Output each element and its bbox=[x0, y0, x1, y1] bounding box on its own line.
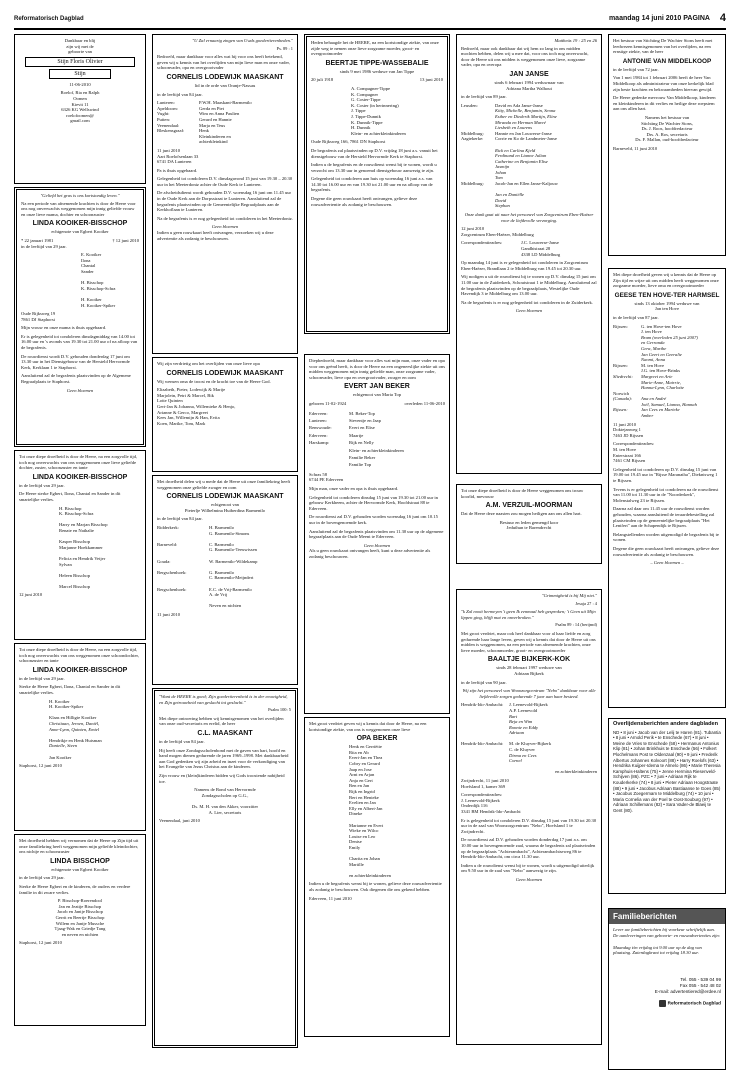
column-4 bbox=[456, 34, 602, 1048]
family-table: Lunteren: P.W.H. Maaskant-Barmentlo Apeldoorn: Gerda en Piet Vught: Wim en Anna Paulien Putten: Gerard en Hannie Veenendaal: Marja en Teus Bleskensgraaf: Henk Kleinkinderen en achterkleinkind bbox=[157, 100, 252, 145]
obituary-cornelis-maaskant-1 bbox=[152, 34, 298, 354]
address: 11 juni 2010 Aart Roelofsenlaan 33 6741 DA Lunteren bbox=[157, 147, 199, 165]
text-p: Sterke de Heere Egbert en de kinderen, de ouders en verdere familie in dit zware verlies. bbox=[19, 883, 131, 895]
signature: Bestuur en leden gemengd koor Jeduthun te Barendrecht bbox=[499, 519, 559, 531]
obituary-am-verzuil bbox=[456, 484, 602, 564]
spouse-line: sinds 6 februari 1994 weduwnaar van bbox=[494, 79, 564, 85]
date-line: Ederveen, 11 juni 2010 bbox=[309, 895, 352, 901]
dates-row: 20 juli 1918 13 juni 2010 bbox=[311, 77, 443, 83]
text-p2: Zijn vrouw en (klein)kinderen bidden wij Gods troostende nabijheid toe. bbox=[159, 772, 285, 784]
text-p1: Gelegenheid tot condoleren op D.V. dinsdag 15 juni van 19.00 tot 19.45 uur in "Rijsse Maranatha", Dieknisweg 1 te Rijssen. bbox=[613, 466, 718, 483]
intro-text: Diepbedroefd, maar dankbaar voor alles wat mijn man, onze vader en opa voor ons geënd heeft, is door de Heere na een ongeneeslijke ziekte uit ons midden weggenomen mijn innig geliefde man, onze zorgzame vader, schoonvader, lieve opa en overgrootvader, zwager en oom bbox=[309, 358, 445, 380]
quote: "U Zal ernaarig zingen van Uwds goedertierenheden." bbox=[192, 38, 293, 43]
quote-ref: Ps. 89 : 1 bbox=[276, 45, 293, 51]
quote-ref: Jesaja 27 : 4 bbox=[575, 600, 597, 606]
age-line: in de leeftijd van 72 jaar. bbox=[613, 66, 659, 72]
family-list: H. Bisschop K. Bisschop-Schra Harry en Marjan Bisschop Renate en Nathalie Kasper Bisschop Marjanne Hoekkammer Felicia en Hendrik Veijer Sylvan Heleen Bisschop Marcel Bisschop bbox=[59, 505, 108, 589]
honor-line: lid in de orde van Oranje-Nassau bbox=[194, 82, 256, 88]
footer-note: – Geen bloemen – bbox=[650, 560, 684, 566]
obituary-linda-kooiker-2 bbox=[14, 450, 146, 640]
family-list: Elizabeth, Pieter, Lodewijk & Marije Marjolein, Petri & Marcel, Bik Lotte Quinten Gert-Jan & Johanna, Willemieke & Henjo, Arianne & Gerco, Margreet Kees Jan, Willemijn & Han, Evita Koen, Marike, Tom, Mark bbox=[157, 387, 236, 426]
logo-icon bbox=[659, 1000, 666, 1007]
intro-text: Tot onze diepe droefheid is door de Heere, na een zorgvolle tijd, toch nog onverwachts van ons weggenomen onze lieve geliefde dochter, zuster, schoonzuster en tante bbox=[19, 454, 138, 471]
text-p: Wij wensen oma de troost en de kracht toe van de Heere God. bbox=[157, 378, 271, 384]
text-p3: Gelegenheid tot condoleren aan huis op woensdag 16 juni a.s. van 14.30 tot 16.00 uur en van 19.30 tot 21.00 uur en na afloop van de begrafenis. bbox=[311, 176, 433, 193]
birth-address: Roelof, Ria en Ralph Oomen Kievit 11 6326 KG Wellswind roelofoomen@ gmail.com bbox=[60, 90, 100, 124]
date-line: 11 juni 2010 bbox=[157, 611, 181, 617]
text-p4: Aansluitend zal de begrafenis plaatsvinden om 11.30 uur op de algemene begraafplaats aan de Oude Meent te Ederveen. bbox=[309, 528, 444, 540]
text-p4: Na de begrafenis is er nog gelegenheid tot condoleren in het Meeterdoniz. bbox=[157, 215, 293, 221]
age-line: in de leeftijd van 84 jaar. bbox=[159, 738, 205, 744]
quote-2: "k Zal nooit hermeyen 't geen Ik eenmaal heb gesproken; 't Geen uit Mijn lippen ging, blijft mat en onverbroken." bbox=[461, 609, 596, 620]
baby-name: Stijn bbox=[49, 69, 111, 79]
family-table: Rijssen: G. ten Hove-ten Hove J. ten Hove Bram (overleden 25 juni 2007) en Gerranda Gera, Marthe Jan Geert en Geeralie Naomi, Anna Rijssen: M. ten Hove J.G. ten Hove-Brinks Sliedrecht: Margreet en Arie Marie-Anne, Mairrie, Hanna-Lynn, Charlotte Norwich (Canada): Ana en André Joël, Samuel, Lianna, Hannah Rijssen: Jan Cees en Marieke Amber bbox=[613, 323, 698, 419]
box-deadline: Maandag t/m vrijdag tot 9.00 uur op de dag van plaatsing. Zaterdagkrant tot vrijdag 18.30 uur. bbox=[613, 944, 702, 956]
family-list: E. Kooiker Ilona Chantal Sander H. Bisschop K. Bisschop-Schra H. Kooiker H. Kooiker-Spiker bbox=[81, 252, 116, 308]
quote: "Want de HEERE is goed; Zijn goedertierenheid is in der eeuwigheid, en Zijn getrouwheid van geslacht tot geslacht." bbox=[159, 694, 288, 705]
family-list: Henk en Gerriëtte Rita en Ab Evert-Jan en Thea Cobry en Gerard Jaap en Jose Arnt en Arjan Anja en Gert Ben en Jan Rijk en Ingrid Bert en Henieke Evelien en Jan Elly en Albert-Jan Dineke Marianne en Evert Wieke en Wilco Louise en Leo Denise Emily Charita en Johan Martille en achterkleinkinderen bbox=[349, 744, 391, 878]
deceased-name: ANTONIE VAN MIDDELKOOP bbox=[622, 57, 712, 65]
address: Oude Rijksweg 19 7861 DJ Staphorst bbox=[21, 311, 56, 322]
family-table: Hendrik-Ido-Ambacht: J. Leenevold-Bijkerk A.P. Leenevold Bart Beja en Wim Ronnie en Eddy Adriaan Hendrik-Ido-Ambacht: M. de Kluyver-Bijkerk C. de Kluyver Dirma en Cees Cornel en achterkleinkinderen bbox=[461, 702, 597, 775]
age-line: in de leeftijd van 84 jaar. bbox=[157, 91, 203, 97]
quote-ref-2: Psalm 89 : 14 (berijmd) bbox=[555, 622, 597, 628]
deceased-name: A.M. VERZUIL-MOORMAN bbox=[485, 502, 573, 510]
issue-date: maandag 14 juni 2010 PAGINA bbox=[608, 15, 710, 22]
column-1 bbox=[14, 34, 146, 1029]
footer-note: Geen bloemen bbox=[211, 224, 239, 230]
spouse-line: echtgenoot van bbox=[211, 502, 239, 508]
text-p: Indien u de begrafenis wenst bij te wonen, gelieve deze rouwadvertentie als zodanig te beschouwen. Ook diegenen die ons gekend hebben. bbox=[309, 881, 442, 893]
deceased-name: CORNELIS LODEWIJK MAASKANT bbox=[166, 493, 284, 501]
newspaper-name: Reformatorisch Dagblad bbox=[14, 16, 84, 22]
deceased-name: LINDA KOOIKER-BISSCHOP bbox=[32, 473, 128, 481]
spouse-line: sinds 28 februari 1997 weduwe van bbox=[496, 665, 562, 671]
thanks-note: Wij zijn het personeel van Woonzorgcentrum "Nebo" dankbaar voor alle liefdevolle zorgen gedurende 7 jaar aan haar besteed. bbox=[462, 688, 596, 699]
text-p2: Gelegenheid tot condoleren dinsdag 15 juni van 19.30 tot 21.00 uur in gebouw Kerkheem, achter de Hervormde Kerk, Hoofdstraat 88 te Ederveen. bbox=[309, 494, 438, 511]
text-p3: De afscheidsdienst wordt gehouden D.V. woensdag 16 juni om 11.45 uur in de Oude Kerk aan de Dorpsstraat te Lunteren. Aansluitend zal de begrafenis plaatsvinden op de Gemeentelijke Begraafplaats aan de Kerkhoflaan te Lunteren. bbox=[157, 190, 292, 213]
text-p4: Aansluitend zal de begrafenis plaatsvinden op de Algemene Begraafplaats te Staphorst. bbox=[21, 373, 131, 385]
deceased-name: CORNELIS LODEWIJK MAASKANT bbox=[166, 369, 284, 377]
date-line: Veenendaal, juni 2010 bbox=[159, 818, 200, 824]
correspondence: Correspondentieadres: J. Leenevold-Bijkerk Onderdijk 116 3341 BM Hendrik-Ido-Ambacht bbox=[461, 792, 521, 814]
intro-text: Met diepe ontroering hebben wij kennisgenomen van het overlijden van onze oud-secretaris en erelid, de heer bbox=[159, 715, 284, 727]
text-p2: Tevens is er gelegenheid tot condoleren na de rouwdienst van 11.00 tot 11.30 uur in de "Noorderkerk", Molenstalweg 23 te Rijssen. bbox=[613, 486, 719, 503]
newspaper-logo: Reformatorisch Dagblad bbox=[609, 997, 725, 1010]
text-p: Sterke de Heere Egbert, Ilona, Chantal en Sander in dit smartelijke verlies. bbox=[19, 684, 121, 695]
intro-text: Bedroefd, maar ook dankbaar dat wij hem zo lang in ons midden mochten hebben, delen wij u mee dat, voor ons toch nog onverwacht, door de Heere uit ons midden is weggenomen onze lieve, zorgzame vader, opa en overopa bbox=[461, 45, 589, 68]
intro-text: Bedroefd, maar dankbaar voor alles wat hij voor ons heeft betekend, geven wij u kennis van het overlijden van mijn lieve man en onze vader, schoonvader, opa en overgrootvader bbox=[157, 54, 290, 71]
birth-date: 11-06-2010 bbox=[69, 81, 91, 87]
intro-text: Heden behaagde het de HEERE, na een kortstondige ziekte, van onze zijde weg te nemen onze lieve zorgzame moeder, groot- en overgrootmoeder bbox=[311, 40, 439, 57]
correspondence: Correspondentieadres: J.C. Louwerse-Janse Gandhistraat 28 4338 LD Middelburg bbox=[461, 240, 561, 257]
deceased-name: BEERTJE TIPPE-WASSEBALIE bbox=[325, 59, 429, 67]
email-link[interactable]: E-mail: advertentiered@erdee.nl bbox=[654, 988, 721, 994]
phone: Tel. 055 - 539 04 99 bbox=[680, 977, 721, 983]
spouse-name: Adriaan Bijkerk bbox=[514, 670, 544, 676]
family-table: Ederveen: M. Beker-Top Lunteren: Steventje en Jaap Renswoude: Evert en Elise Ederveen: Maartje Harskamp: Rijk en Nelly Klein- en achterkleinkinderen Familie Beker Familie Top bbox=[309, 410, 404, 468]
column-5 bbox=[608, 34, 726, 1070]
obituary-linda-bisschop bbox=[14, 834, 146, 1026]
age-line: in de leeftijd van 29 jaar. bbox=[19, 675, 65, 681]
obituary-linda-kooiker-1 bbox=[14, 187, 146, 447]
text-p3: De rouwdienst zal D.V. gehouden worden woensdag 16 juni om 10.15 uur in de bovengenoemde kerk. bbox=[309, 514, 438, 525]
text-p3: De rouwdienst wordt D.V. gehouden donderdag 17 juni om 13.30 uur in het Dienstgebouw van de Hersteld Hervormde Kerk, Kerklaan 1 te Staphorst. bbox=[21, 353, 130, 370]
address: 12 juni 2010 Zorgcentrum Eben-Haëzer, Middelburg bbox=[461, 226, 534, 237]
intro-text: Na een periode van afnemende krachten is door de Heere voor ons nog onverwachts weggenomen mijn innig geliefde vrouw en onze lieve mama, dochter en schoonzuster bbox=[21, 200, 136, 217]
text-p2: Gelegenheid tot condoleren D.V. dinsdagavond 15 juni van 19.30 – 20.30 uur in het Meeterdoniz achter de Oude Kerk te Lunteren. bbox=[157, 176, 293, 187]
date-line: 12 juni 2010 bbox=[19, 592, 43, 598]
text-p5: Indien u geen rouwkaart heeft ontvangen, verzoeken wij u deze advertentie als zodanig te beschouwen. bbox=[157, 230, 274, 241]
text-p1: Pa is thuis opgebaard. bbox=[157, 167, 198, 173]
column-2 bbox=[152, 34, 298, 1051]
address: Schras 58 6744 PE Ederveen bbox=[309, 471, 344, 483]
text-p: De Heere sterke Egbert, Ilona, Chantal en Sander in dit smartelijke verlies. bbox=[19, 491, 121, 502]
age-line: in de leeftijd van 29 jaar. bbox=[21, 243, 67, 249]
age-line: in de leeftijd van 84 jaar. bbox=[157, 516, 203, 522]
intro-text: Het bestuur van Stichting De Wachter Sions heeft met leedwezen kennisgenomen van het overlijden, na een ernstige ziekte, van de heer bbox=[613, 38, 713, 55]
intro-text: Met droefheid hebben wij vernomen dat de Heere op Zijn tijd uit onze familiekring heeft weggenomen mijn geliefde kleindochter, ons nichtje en schoonzuster bbox=[19, 838, 139, 855]
spouse-name: Pieterlje Wilhelmina Huiberdina Barmentlo bbox=[184, 507, 266, 513]
obituary-antonie-van-middelkoop bbox=[608, 34, 726, 256]
text-p2: De Heere gedenke mevrouw Van Middelkoop, kinderen en kleinkinderen in dit verlies en heilige deze roepstem aan ons allen hart. bbox=[613, 95, 716, 112]
signature: Namens het bestuur van Stichting De Wachter Sions, Ds. J. Roos, hoofdredacteur Drs. A. Ros, secretaris Ds. F. Mallan, oud-hoofdredacteur bbox=[635, 114, 699, 143]
dates-row: * 22 januari 1981 † 12 juni 2010 bbox=[21, 237, 139, 243]
text-p3: Daarna zal daar om 11.45 uur de rouwdienst worden gehouden, waarna aansluitend de teraardebestelling zal plaatsvinden op de gemeentelijke begraafplaats "Het Lentfert" aan de Schapendijk te Rijssen. bbox=[613, 506, 715, 529]
text-p4: Degene die geen rouwkaart heeft ontvangen, gelieve deze rouwadvertentie als zodanig te beschouwen. bbox=[311, 196, 418, 207]
text-p1: Mijn man, onze vader en opa is thuis opgebaard. bbox=[309, 486, 399, 491]
correspondence: Correspondentieadres: M. ten Hove Enterstraat 166 7461 CM Rijssen bbox=[613, 441, 655, 464]
dates-row: geboren 11-02-1924 overleden 11-06-2010 bbox=[309, 400, 445, 406]
signature: Namens de Bond van Hervormde Zondagsscholen op G.G., Ds. M. H. van den Akker, voorzitter A. Lier, secretaris bbox=[191, 787, 259, 815]
thanks-note: Onze dank gaat uit naar het personeel van Zorgcentrum Eben-Haëzer voor de liefdevolle verzorging. bbox=[464, 212, 594, 223]
familieberichten-box bbox=[608, 908, 726, 1070]
footer-note: Geen bloemen bbox=[66, 387, 94, 393]
section-title: Overlijdensberichten andere dagbladen bbox=[613, 721, 719, 727]
obituary-evert-jan-beker bbox=[304, 354, 450, 714]
age-line: in de leeftijd van 29 jaar. bbox=[19, 875, 65, 881]
quote: "Grimmigheid is bij Mij niet." bbox=[541, 593, 597, 598]
age-line: in de leeftijd van 29 jaar. bbox=[19, 482, 65, 488]
quote-ref: Mattheüs 19 : 25 en 26 bbox=[554, 38, 597, 43]
family-list: P. Bisschop-Roerendool Jan en Jeattje Bisschop Jacob en Jantje Bisschop Gerrit en Beertje Bisschop Willem en Jantje Mussche Tjaag-Wak en Griedje Tang en neven en nichten bbox=[54, 898, 106, 937]
address: Zwijndrecht, 11 juni 2010 Hoefsland 1, kamer 369 bbox=[461, 778, 509, 789]
deceased-name: CORNELIS LODEWIJK MAASKANT bbox=[166, 73, 284, 81]
text-p: Hij heeft onze Zondagsscholenbond met de gaven van hart, hoofd en hand mogen dienen gedurende de jaren 1969–1998. Met dankbaarheid aan God gedenken wij zijn arbeid en inzet voor de verkondiging van het Evangelie van Jezus Christus aan de kinderen. bbox=[159, 747, 289, 770]
date-line: Barneveld, 11 juni 2010 bbox=[613, 145, 658, 151]
section-text: ND • 8 juni • Jacob van der Lelij te Haren (81). Tubantia • 8 juni • Arnold Perik • te Enschede (67) • 8 juni • Meine de Vries te Enschede (58) • Hermanus Antonius Klip (81) • Johan Brinkhuis te Enschede (56) • Folkert Plochelmans Post te Oldenzaal (90) • 9 juni • Frederik Albertus Johannes Kolvoort (88) • Harry Roelofs (63) • Hendrika Kuijper-Idema te Almelo (86) • Marie Theresia Kamphuis-Haltens (75) • Jenne Hermina Riesenveld-Schijven (86). PZC • 7 juni • Adriaan Rijk te Kouderkerke (74) • 8 juni • Pieter Adriaan Hoogstraate (88) • 9 juni • Jacobus Adriaan Bastiaanse te Goes (85) • Jacobus Zoegermam te Middelburg (74) • 10 juni • Maria Cornelia van der Poel te Oost-Souburg (97) • Adriaan Schillemans (82) • Sara Vader-de Blaeij te Gent (80). bbox=[613, 729, 721, 813]
family-list: H. Kooiker H. Kooiker-Spiker Klaas en Hilligie Kooiker Christiaan, Jeroen, Daniël, Anne-Lynn, Quinten, Emiel Hendrikje en Henk Huisman Danielle, Steen Jan Kooiker bbox=[49, 698, 102, 760]
deceased-name: C.L. MAASKANT bbox=[197, 729, 253, 737]
spouse-name: Adriana Martha Walhout bbox=[506, 85, 552, 91]
column-3 bbox=[304, 34, 450, 1040]
obituary-beertje-tippe bbox=[304, 34, 450, 334]
text-p2: Wij nodigen u uit de rouwdienst bij te wonen op D.V. dinsdag 15 juni om 11.00 uur in de Zuiderkerk, Schoutstraat 1 te Middelburg. Aansluitend zal de begrafenis plaatsvinden op de begraafplaats, Westelijke Oude Havendijk 3 te Middelburg om 13.00 uur. bbox=[461, 274, 597, 297]
text-p: Dat de Heere deze naasten zou mogen heiligen aan ons allen hart. bbox=[461, 511, 582, 517]
intro-text: Met groot verdriet geven wij u kennis dat door de Heere, na een kortstondige ziekte, van ons is weggenomen onze lieve bbox=[309, 721, 427, 732]
text-p5: Als u geen rouwkaart ontvangen heeft, kunt u deze advertentie als zodanig beschouwen. bbox=[309, 548, 431, 559]
text-p5: Degene die geen rouwkaart heeft ontvangen, gelieve deze rouwadvertentie als zodanig te beschouwen. bbox=[613, 545, 720, 557]
footer-note: Geen bloemen bbox=[363, 542, 391, 548]
intro-text: Wij zijn verdrietig om het overlijden van onze lieve opa bbox=[157, 361, 260, 366]
deceased-name: JAN JANSE bbox=[509, 70, 549, 78]
text-p2: Er is gelegenheid tot condoleren dinsdagmiddag van 14.00 tot 16.00 uur en 's avonds van 19.30 tot 21.00 uur of na afloop van de begrafenis. bbox=[21, 333, 138, 351]
intro-text: Tot onze diepe droefheid is door de Heere, na een zorgvolle tijd, toch nog onverwachts van ons weggenomen onze schoondochter, schoonzuster en tante bbox=[19, 647, 139, 664]
intro-text: Met groot verdriet, maar ook heel dankbaar voor al haar liefde en zorg gedurende haar lange leven, geven wij u kennis dat door de Heere uit ons midden is weggenomen, na een periode van afnemende krachten, onze lieve moeder, schoonmoeder, groot- en overgrootmoeder bbox=[461, 630, 596, 653]
spouse-line: echtgenote van Egbert Kooiker bbox=[51, 229, 109, 235]
box-text: Lever uw familieberichten bij voorkeur schriftelijk aan. De aanleveringen van geboorte- en rouwadvertenties zijn: bbox=[613, 927, 721, 938]
family-table: Leusden: David en Ada Janse-Janse Kitty, Michelle, Benjamin, Seona Esther en Diederik Martijn, Eline Miranda en Herman Mareé Liesbeth en Lourens Middelburg: Hannie en Jan Louwerse-Janse Aagtekerke: Corrie en Ko de Landmeter-Janse Rick en Carlina Kjeld Ferdinand en Lianne Julian Catherine en Benjamin Elise Jasmijn Johan Tom Middelburg: Jacob-Jan en Ellen Janse-Kaljouw Jan en Daniëlle David Stephan bbox=[461, 102, 558, 209]
other-papers-obituaries bbox=[608, 718, 726, 894]
baby-full-name: Stijn Floris Olivier bbox=[25, 57, 135, 67]
spouse-name: Jan ten Hove bbox=[655, 306, 679, 312]
header-rule bbox=[14, 28, 726, 30]
footer-note: Geen bloemen bbox=[515, 308, 543, 314]
text-p1: Van 1 mei 1984 tot 1 februari 2006 heeft de heer Van Middelkoop als administrateur van onze kerkelijk blad zijn beste krachten en bekwaamheden hiervan gewijd. bbox=[613, 75, 714, 92]
address: Oude Rijksweg 166, 7861 DN Staphorst bbox=[311, 139, 386, 145]
obituary-linda-kooiker-3 bbox=[14, 643, 146, 831]
age-line: in de leeftijd van 90 jaar. bbox=[461, 679, 507, 685]
text-p3: Na de begrafenis is er nog gelegenheid tot condoleren in de Zuiderkerk. bbox=[461, 299, 593, 305]
obituary-cl-maaskant bbox=[152, 688, 298, 1048]
address: 11 juni 2010 Doktejanweg 1 7463 JD Rijssen bbox=[613, 421, 644, 438]
deceased-name: LINDA KOOIKER-BISSCHOP bbox=[32, 666, 128, 674]
deceased-name: EVERT JAN BEKER bbox=[344, 383, 410, 391]
family-list: A. Compagner-Tippe K. Compagner G. Coster-Tippe K. Coster (in herinnering) J. Tippe J. Tippe-Dunnik K. Dunnik-Tippe H. Dunnik Klein- en achterkleinkinderen bbox=[351, 85, 406, 136]
age-line: in de leeftijd van 89 jaar. bbox=[461, 94, 507, 100]
spouse-line: sinds 9 mei 1986 weduwe van Jan Tippe bbox=[339, 68, 415, 74]
fax: Fax 055 - 542 48 02 bbox=[679, 982, 721, 988]
spouse-line: sinds 13 oktober 1994 weduwe van bbox=[634, 300, 700, 306]
obituary-jan-janse bbox=[456, 34, 602, 474]
deceased-name: GEESE TEN HOVE-TER HARMSEL bbox=[614, 291, 720, 299]
obituary-baaltje-bijkerk bbox=[456, 589, 602, 1045]
deceased-name: LINDA BISSCHOP bbox=[50, 857, 110, 865]
intro-text: Met diepe droefheid geven wij u kennis dat de Heere op Zijn tijd en wijze uit ons midden heeft weggenomen onze zorgzame moeder, lieve oma en overgrootmoeder bbox=[613, 272, 719, 289]
obituary-cornelis-maaskant-3 bbox=[152, 475, 298, 685]
text-p1: Er is gelegenheid tot condoleren D.V. dinsdag 15 juni van 19.30 tot 20.30 uur in de zaal van Woonzorgcentrum "Nebo", Hoefsland 1 te Zwijndrecht. bbox=[461, 817, 597, 834]
deceased-name: BAALTJE BIJKERK-KOK bbox=[487, 656, 571, 664]
obituary-opa-beker bbox=[304, 717, 450, 1037]
box-title: Familieberichten bbox=[609, 909, 725, 924]
text-p1: Op maandag 14 juni is er gelegenheid tot condoleren in Zorgcentrum Eben-Haëzer, Brandlaan 2 te Middelburg van 19.45 tot 20.30 uur. bbox=[461, 260, 588, 271]
deceased-name: OPA BEKER bbox=[356, 735, 398, 743]
quote-ref: Psalm 100: 5 bbox=[268, 707, 291, 713]
age-line: in de leeftijd van 87 jaar. bbox=[613, 314, 659, 320]
deceased-name: LINDA KOOIKER-BISSCHOP bbox=[32, 220, 128, 228]
obituary-geese-ten-hove bbox=[608, 268, 726, 708]
obituary-cornelis-maaskant-2 bbox=[152, 357, 298, 472]
contact-info bbox=[609, 975, 725, 996]
spouse-line: echtgenote van Egbert Kooiker bbox=[51, 866, 109, 872]
date-line: Staphorst, 12 juni 2010 bbox=[19, 940, 62, 946]
date-line: Staphorst, 12 juni 2010 bbox=[19, 763, 62, 769]
text-p3: Indien u de rouwdienst wenst bij te wonen, wordt u uitgenodigd uiterlijk om 9.50 uur in de zaal van "Nebo" aanwezig te zijn. bbox=[461, 862, 595, 874]
page-number: 4 bbox=[719, 12, 726, 24]
text-p1: Mijn vrouw en onze mama is thuis opgebaard. bbox=[21, 325, 107, 331]
text-p2: Indien u de begrafenis en de rouwdienst wenst bij te wonen, wordt u verzocht om 13.30 uur in genoemd dienstgebouw aanwezig te zijn. bbox=[311, 162, 437, 173]
intro-text: Met droefheid delen wij u mede dat de Heere uit onze familiekring heeft weggenomen onze geliefde zwager en oom bbox=[157, 479, 291, 490]
intro-text: Tot onze diepe droefheid is door de Heere weggenomen ons trouw koorlid, mevrouw bbox=[461, 488, 584, 499]
family-table: Ridderkerk: H. Barmentlo G. Barmentlo-Simons Barneveld: C. Barmentlo G. Barmentlo-Teeuwissen Gouda: W. Barmentlo-Wildekamp Bergschenhoek: G. Barmentlo C. Barmentlo-Meijndert Bergschenhoek: E.C. de Vrij-Barmentlo A. de Vrij Neven en nichten bbox=[157, 524, 258, 609]
birth-announcement bbox=[14, 34, 146, 184]
text-p1: De begrafenis zal plaatsvinden op D.V. vrijdag 18 juni a.s. vanuit het dienstgebouw van de Hersteld Hervormde Kerk te Staphorst. bbox=[311, 147, 438, 159]
birth-lines: Dankbaar en blij zijn wij met de geboorte van bbox=[64, 38, 96, 55]
page-header bbox=[14, 12, 726, 28]
footer-note: Geen bloemen bbox=[515, 876, 543, 882]
quote: "Geliefd het gras is ons kortstondig leven." bbox=[40, 193, 120, 198]
text-p2: De rouwdienst zal D.V. gehouden worden donderdag 17 juni a.s. om 10.00 uur in bovengenoemde zaal, waarna de begrafenis zal plaatsvinden op de begraafplaats "Achterambacht", Achterambachtseweg 86 te Hendrik-Ido-Ambacht, om circa 11.30 uur. bbox=[461, 837, 596, 860]
spouse-line: echtgenoot van Maria Top bbox=[352, 392, 402, 398]
text-p4: Belangstellenden worden uitgenodigd de begrafenis bij te wonen. bbox=[613, 531, 719, 543]
